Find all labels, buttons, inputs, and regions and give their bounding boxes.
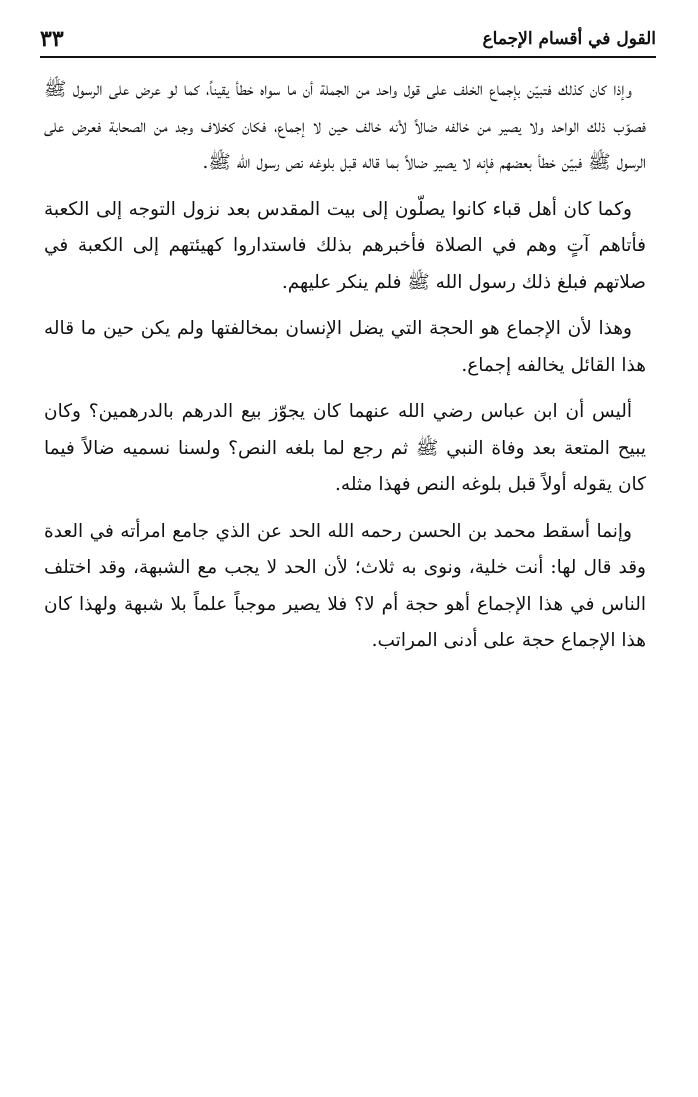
body-text (44, 72, 646, 660)
paragraph: وكما كان أهل قباء كانوا يصلّون إلى بيت المقدس بعد نزول التوجه إلى الكعبة فأتاهم آتٍ وهم في الصلاة فأخبرهم بذلك فاستداروا كهيئتهم إلى الكعبة في صلاتهم فبلغ ذلك رسول الله ﷺ فلم ينكر عليهم. (44, 198, 646, 293)
running-title: القول في أقسام الإجماع (482, 29, 656, 49)
paragraph: وإذا كان كذلك فتبيّن بإجماع الخلف على قول واحد من الجملة أن ما سواه خطأ يقيناً، كما لو عرض على الرسول ﷺ فصوّب ذلك الواحد ولا يصير من خالفه ضالاً لأنه خالف حين لا إجماع، فكان كخلاف وجد من الصحابة فعرض على الرسول ﷺ فبيّن خطأ بعضهم فإنه لا يصير ضالاً بما قاله قبل بلوغه نص رسول الله ﷺ. (44, 79, 646, 173)
page-header (40, 22, 656, 58)
paragraph: أليس أن ابن عباس رضي الله عنهما كان يجوّز بيع الدرهم بالدرهمين؟ وكان يبيح المتعة بعد وفاة النبي ﷺ ثم رجع لما بلغه النص؟ ولسنا نسميه ضالاً فيما كان يقوله أولاً قبل بلوغه النص فهذا مثله. (44, 401, 646, 495)
paragraph: وإنما أسقط محمد بن الحسن رحمه الله الحد عن الذي جامع امرأته في العدة وقد قال لها: أنت خلية، ونوى به ثلاث؛ لأن الحد لا يجب مع الشبهة، وقد اختلف الناس في هذا الإجماع أهو حجة أم لا؟ فلا يصير موجباً علماً بلا شبهة ولهذا كان هذا الإجماع حجة على أدنى المراتب. (44, 520, 646, 651)
page-number: ٣٣ (40, 26, 64, 52)
paragraph: وهذا لأن الإجماع هو الحجة التي يضل الإنسان بمخالفتها ولم يكن حين ما قاله هذا القائل يخالفه إجماع. (44, 318, 646, 376)
